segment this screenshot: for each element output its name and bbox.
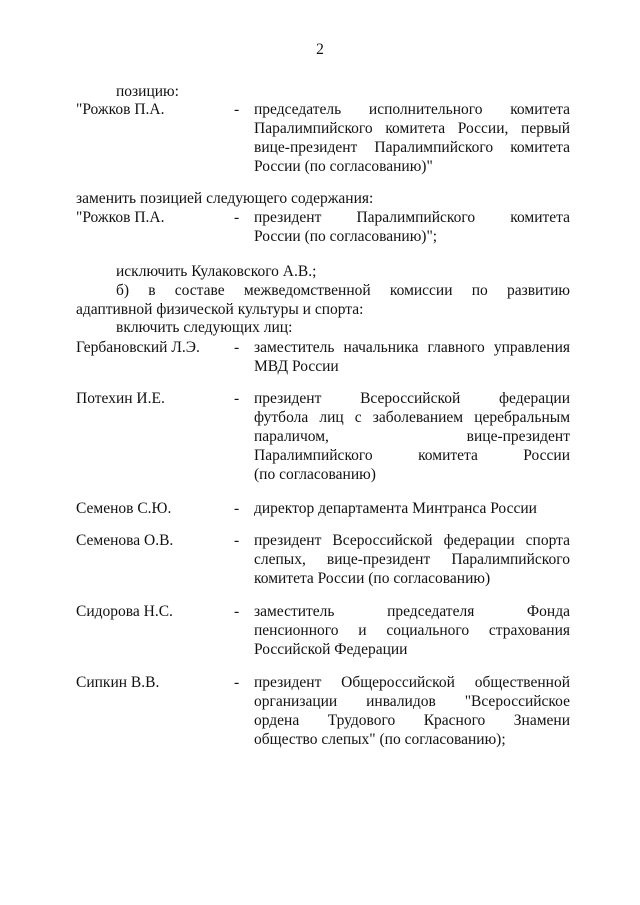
entry-description-line: Паралимпийского комитета России, первый xyxy=(254,120,570,137)
exclude-line: исключить Кулаковского А.В.; xyxy=(116,263,317,280)
member-dash: - xyxy=(234,532,240,549)
member-name: Сидорова Н.С. xyxy=(76,603,173,620)
member-description-line: Российской Федерации xyxy=(254,641,408,658)
entry-description-line: России (по согласованию)" xyxy=(254,158,433,175)
entry-dash: - xyxy=(234,209,240,226)
member-name: Семенов С.Ю. xyxy=(76,500,172,517)
member-description xyxy=(254,389,570,484)
member-description xyxy=(254,673,570,749)
member-description-line: комитета России (по согласованию) xyxy=(254,570,491,587)
member-description-line: слепых, вице-президент Паралимпийского xyxy=(254,551,570,568)
member-description-line: заместитель начальника главного управления xyxy=(254,339,570,356)
member-description-line: (по согласованию) xyxy=(254,466,376,483)
member-dash: - xyxy=(234,390,240,407)
entry-dash: - xyxy=(234,101,240,118)
member-description-line: ордена Трудового Красного Знамени xyxy=(254,712,570,729)
entry-description xyxy=(254,208,570,246)
member-description-line: организации инвалидов "Всероссийское xyxy=(254,693,570,710)
entry-name: "Рожков П.А. xyxy=(76,209,165,226)
member-description xyxy=(254,602,570,659)
member-description-line: МВД России xyxy=(254,358,339,375)
member-description xyxy=(254,531,570,588)
entry-description-line: России (по согласованию)"; xyxy=(254,228,438,245)
member-description xyxy=(254,499,570,518)
entry-name: "Рожков П.А. xyxy=(76,101,165,118)
member-description-line: Паралимпийского комитета России xyxy=(254,447,570,464)
item-b-line-2: адаптивной физической культуры и спорта: xyxy=(76,301,364,318)
member-description-line: заместитель председателя Фонда xyxy=(254,603,570,620)
page-number: 2 xyxy=(316,41,324,58)
member-dash: - xyxy=(234,500,240,517)
member-name: Сипкин В.В. xyxy=(76,674,160,691)
member-description-line: параличом, вице-президент xyxy=(254,428,570,445)
member-description-line: общество слепых" (по согласованию); xyxy=(254,731,506,748)
entry-description-line: президент Паралимпийского комитета xyxy=(254,209,570,226)
member-dash: - xyxy=(234,603,240,620)
member-dash: - xyxy=(234,674,240,691)
member-description-line: футбола лиц с заболеванием церебральным xyxy=(254,409,570,426)
entry-description-line: вице-президент Паралимпийского комитета xyxy=(254,139,570,156)
replace-label: заменить позицией следующего содержания: xyxy=(76,190,374,207)
position-label: позицию: xyxy=(116,83,179,100)
member-name: Семенова О.В. xyxy=(76,532,174,549)
member-description-line: президент Всероссийской федерации xyxy=(254,390,570,407)
member-name: Гербановский Л.Э. xyxy=(76,339,200,356)
item-b-line-1: б) в составе межведомственной комиссии по развитию xyxy=(116,282,570,299)
member-description-line: директор департамента Минтранса России xyxy=(254,500,537,517)
member-description xyxy=(254,338,570,376)
include-label: включить следующих лиц: xyxy=(116,319,293,336)
member-dash: - xyxy=(234,339,240,356)
member-description-line: президент Всероссийской федерации спорта xyxy=(254,532,570,549)
entry-description-line: председатель исполнительного комитета xyxy=(254,101,570,118)
member-description-line: пенсионного и социального страхования xyxy=(254,622,570,639)
member-name: Потехин И.Е. xyxy=(76,390,165,407)
member-description-line: президент Общероссийской общественной xyxy=(254,674,570,691)
entry-description xyxy=(254,100,570,176)
